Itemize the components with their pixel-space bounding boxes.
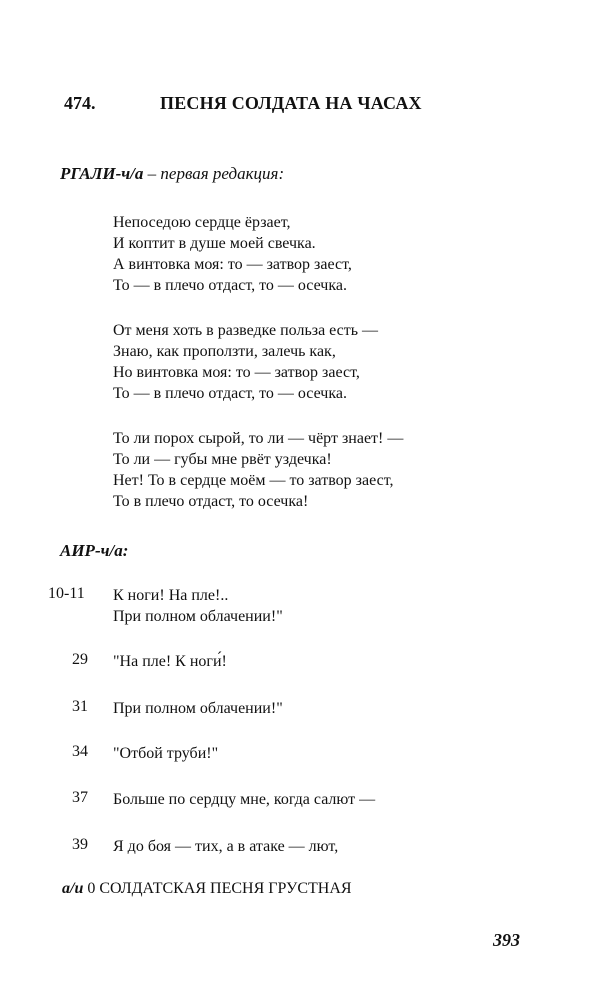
stanza-2 <box>113 320 378 404</box>
variant-line: Больше по сердцу мне, когда салют — <box>113 791 376 808</box>
variant-line-number: 31 <box>72 698 88 715</box>
variant-text <box>113 651 227 672</box>
variant-line-number: 10-11 <box>48 585 85 602</box>
section-heading-air: АИР-ч/а: <box>60 541 129 560</box>
variant-text <box>113 743 218 764</box>
verse-line: Непоседою сердце ёрзает, <box>113 214 291 231</box>
variant-line-number: 29 <box>72 651 88 668</box>
variant-text <box>113 836 338 857</box>
verse-line: От меня хоть в разведке польза есть — <box>113 322 379 339</box>
verse-line: То ли порох сырой, то ли — чёрт знает! — <box>113 430 404 447</box>
stanza-3 <box>113 428 403 512</box>
verse-line: А винтовка моя: то — затвор заест, <box>113 256 352 273</box>
verse-line: Нет! То в сердце моём — то затвор заест, <box>113 472 394 489</box>
verse-line: То — в плечо отдаст, то — осечка. <box>113 277 347 294</box>
variant-line-number: 39 <box>72 836 88 853</box>
variant-line: "На пле! К ноги́! <box>113 653 227 670</box>
variant-line: "Отбой труби!" <box>113 745 219 762</box>
variant-line: При полном облачении!" <box>113 608 283 625</box>
variant-text <box>113 698 283 719</box>
poem-number: 474. <box>64 93 96 113</box>
section-heading-rgali <box>60 164 284 184</box>
footer-text: 0 СОЛДАТСКАЯ ПЕСНЯ ГРУСТНАЯ <box>87 880 352 897</box>
variant-line: Я до боя — тих, а в атаке — лют, <box>113 838 339 855</box>
variant-text <box>113 585 283 627</box>
verse-line: То — в плечо отдаст, то — осечка. <box>113 385 347 402</box>
footer-variant <box>62 880 352 898</box>
verse-line: Но винтовка моя: то — затвор заест, <box>113 364 360 381</box>
stanza-1 <box>113 212 352 296</box>
variant-line-number: 37 <box>72 789 88 806</box>
variant-text <box>113 789 375 810</box>
verse-line: То ли — губы мне рвёт уздечка! <box>113 451 332 468</box>
footer-prefix: а/и <box>62 880 84 897</box>
poem-title: ПЕСНЯ СОЛДАТА НА ЧАСАХ <box>160 93 422 113</box>
verse-line: То в плечо отдаст, то осечка! <box>113 493 309 510</box>
source-note: – первая редакция: <box>147 164 285 183</box>
variant-line: К ноги! На пле!.. <box>113 587 229 604</box>
source-label: РГАЛИ-ч/а <box>60 164 144 183</box>
verse-line: И коптит в душе моей свечка. <box>113 235 316 252</box>
variant-line-number: 34 <box>72 743 88 760</box>
verse-line: Знаю, как проползти, залечь как, <box>113 343 336 360</box>
page-number: 393 <box>493 930 520 950</box>
variant-line: При полном облачении!" <box>113 700 283 717</box>
